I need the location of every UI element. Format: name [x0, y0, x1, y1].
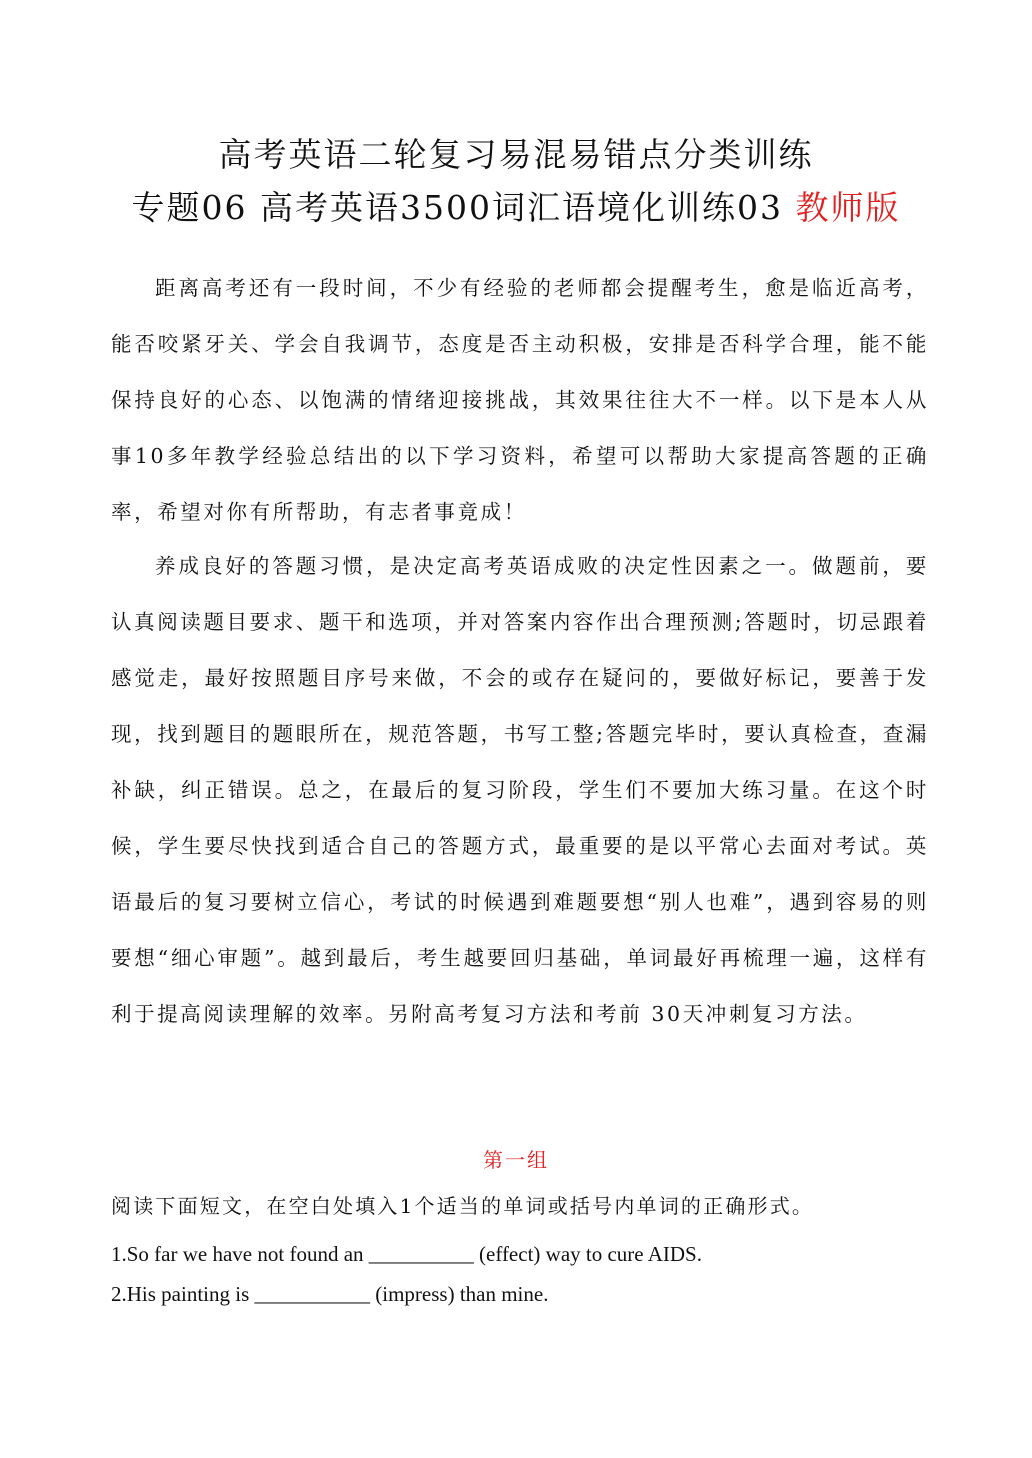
- document-title-line-1: 高考英语二轮复习易混易错点分类训练: [218, 135, 814, 174]
- document-title-line-2: [0, 186, 1032, 230]
- question-2: 2.His painting is ___________ (impress) than mine.: [111, 1282, 549, 1306]
- intro-paragraph-2: 养成良好的答题习惯，是决定高考英语成败的决定性因素之一。做题前，要认真阅读题目要求、题干和选项，并对答案内容作出合理预测;答题时，切忌跟着感觉走，最好按照题目序号来做，不会的或存在疑问的，要做好标记，要善于发现，找到题目的题眼所在，规范答题，书写工整;答题完毕时，要认真检查，查漏补缺，纠正错误。总之，在最后的复习阶段，学生们不要加大练习量。在这个时候，学生要尽快找到适合自己的答题方式，最重要的是以平常心去面对考试。英语最后的复习要树立信心，考试的时候遇到难题要想“别人也难”，遇到容易的则要想“细心审题”。越到最后，考生越要回归基础，单词最好再梳理一遍，这样有利于提高阅读理解的效率。另附高考复习方法和考前 30天冲刺复习方法。: [111, 554, 930, 1026]
- intro-paragraph-1: 距离高考还有一段时间，不少有经验的老师都会提醒考生，愈是临近高考，能否咬紧牙关、学会自我调节，态度是否主动积极，安排是否科学合理，能不能保持良好的心态、以饱满的情绪迎接挑战，其效果往往大不一样。以下是本人从事10多年教学经验总结出的以下学习资料，希望可以帮助大家提高答题的正确率，希望对你有所帮助，有志者事竟成！: [111, 276, 929, 524]
- question-1: 1.So far we have not found an __________ (effect) way to cure AIDS.: [111, 1242, 702, 1266]
- exercise-instruction: 阅读下面短文，在空白处填入1个适当的单词或括号内单词的正确形式。: [111, 1194, 815, 1218]
- section-heading: 第一组: [483, 1148, 549, 1172]
- teacher-edition-label: 教师版: [795, 188, 901, 227]
- document-title-main: 专题06 高考英语3500词汇语境化训练03: [131, 188, 796, 227]
